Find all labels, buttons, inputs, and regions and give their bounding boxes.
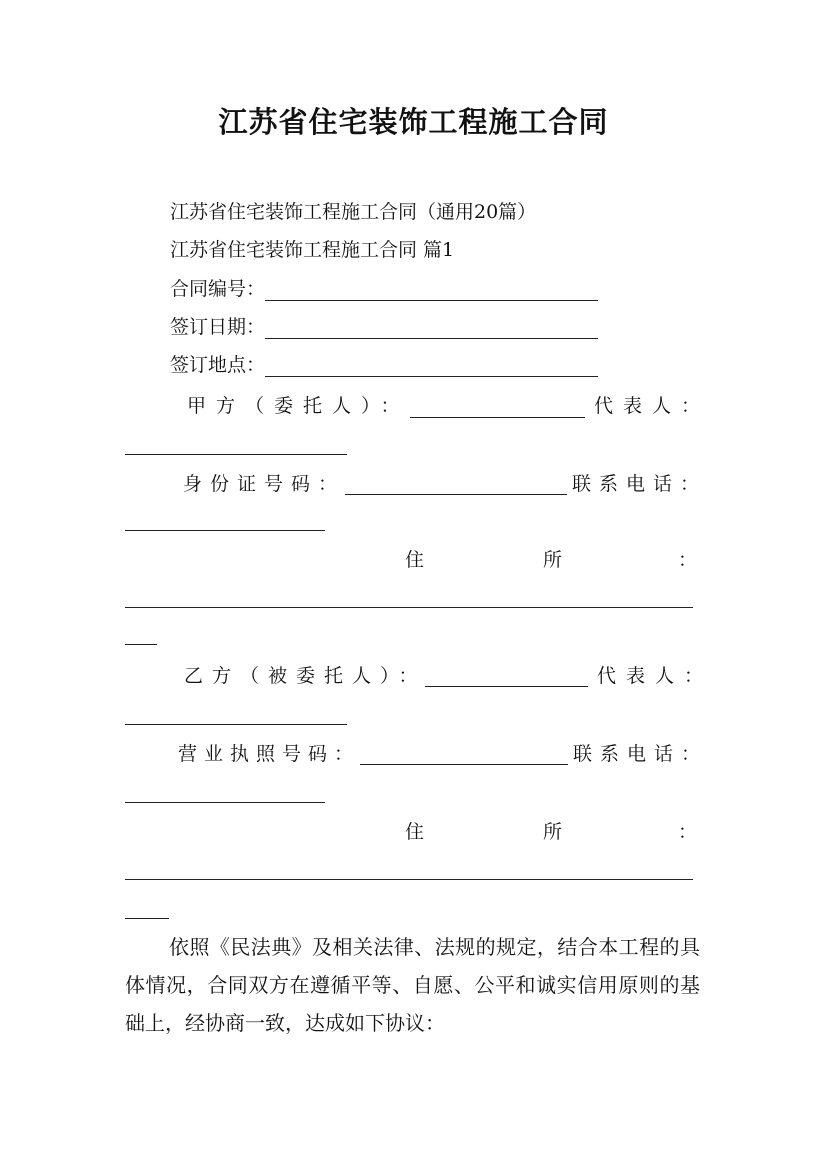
party-b-address-blank[interactable] — [125, 879, 693, 880]
party-a-address-colon: ： — [678, 549, 698, 571]
party-a-id-label: 身份证号码： — [183, 473, 346, 495]
sign-date-blank[interactable] — [265, 318, 598, 339]
party-b-blank[interactable] — [425, 686, 588, 687]
party-a-blank[interactable] — [410, 417, 585, 418]
intro-paragraph: 依照《民法典》及相关法律、法规的规定，结合本工程的具体情况，合同双方在遵循平等、自愿、公平和诚实信用原则的基础上，经协商一致，达成如下协议： — [125, 935, 700, 1035]
party-b-address-blank-cont[interactable] — [125, 918, 169, 919]
party-a-label: 甲方（委托人）： — [187, 395, 410, 417]
party-a-phone-blank[interactable] — [125, 530, 325, 531]
party-b-phone-label: 联系电话： — [573, 743, 709, 765]
sign-place-blank[interactable] — [265, 356, 598, 377]
chapter-heading: 江苏省住宅装饰工程施工合同 篇1 — [170, 239, 455, 261]
party-a-address-blank[interactable] — [125, 607, 693, 608]
sign-place-label: 签订地点： — [170, 354, 266, 376]
party-b-address-char2: 所 — [543, 821, 563, 843]
party-a-phone-label: 联系电话： — [572, 473, 708, 495]
party-a-rep-label: 代表人： — [594, 395, 711, 417]
party-a-rep-blank[interactable] — [125, 454, 347, 455]
party-b-phone-blank[interactable] — [125, 802, 325, 803]
contract-number-blank[interactable] — [265, 280, 598, 301]
party-b-rep-label: 代表人： — [597, 665, 714, 687]
sign-place-row — [170, 353, 598, 377]
document-subtitle: 江苏省住宅装饰工程施工合同（通用20篇） — [170, 201, 537, 223]
party-a-address-char2: 所 — [543, 549, 563, 571]
party-b-rep-blank[interactable] — [125, 724, 347, 725]
party-a-address-char1: 住 — [405, 549, 425, 571]
party-b-address-char1: 住 — [405, 821, 425, 843]
sign-date-label: 签订日期： — [170, 316, 266, 338]
party-b-address-colon: ： — [678, 821, 698, 843]
party-a-address-blank-cont[interactable] — [125, 644, 157, 645]
document-title: 江苏省住宅装饰工程施工合同 — [218, 105, 609, 139]
party-a-id-blank[interactable] — [345, 494, 567, 495]
party-b-label: 乙方（被委托人）： — [184, 665, 427, 687]
party-b-license-label: 营业执照号码： — [178, 743, 361, 765]
contract-number-label: 合同编号： — [170, 278, 266, 300]
sign-date-row — [170, 315, 598, 339]
party-b-license-blank[interactable] — [360, 764, 568, 765]
contract-number-row — [170, 277, 598, 301]
